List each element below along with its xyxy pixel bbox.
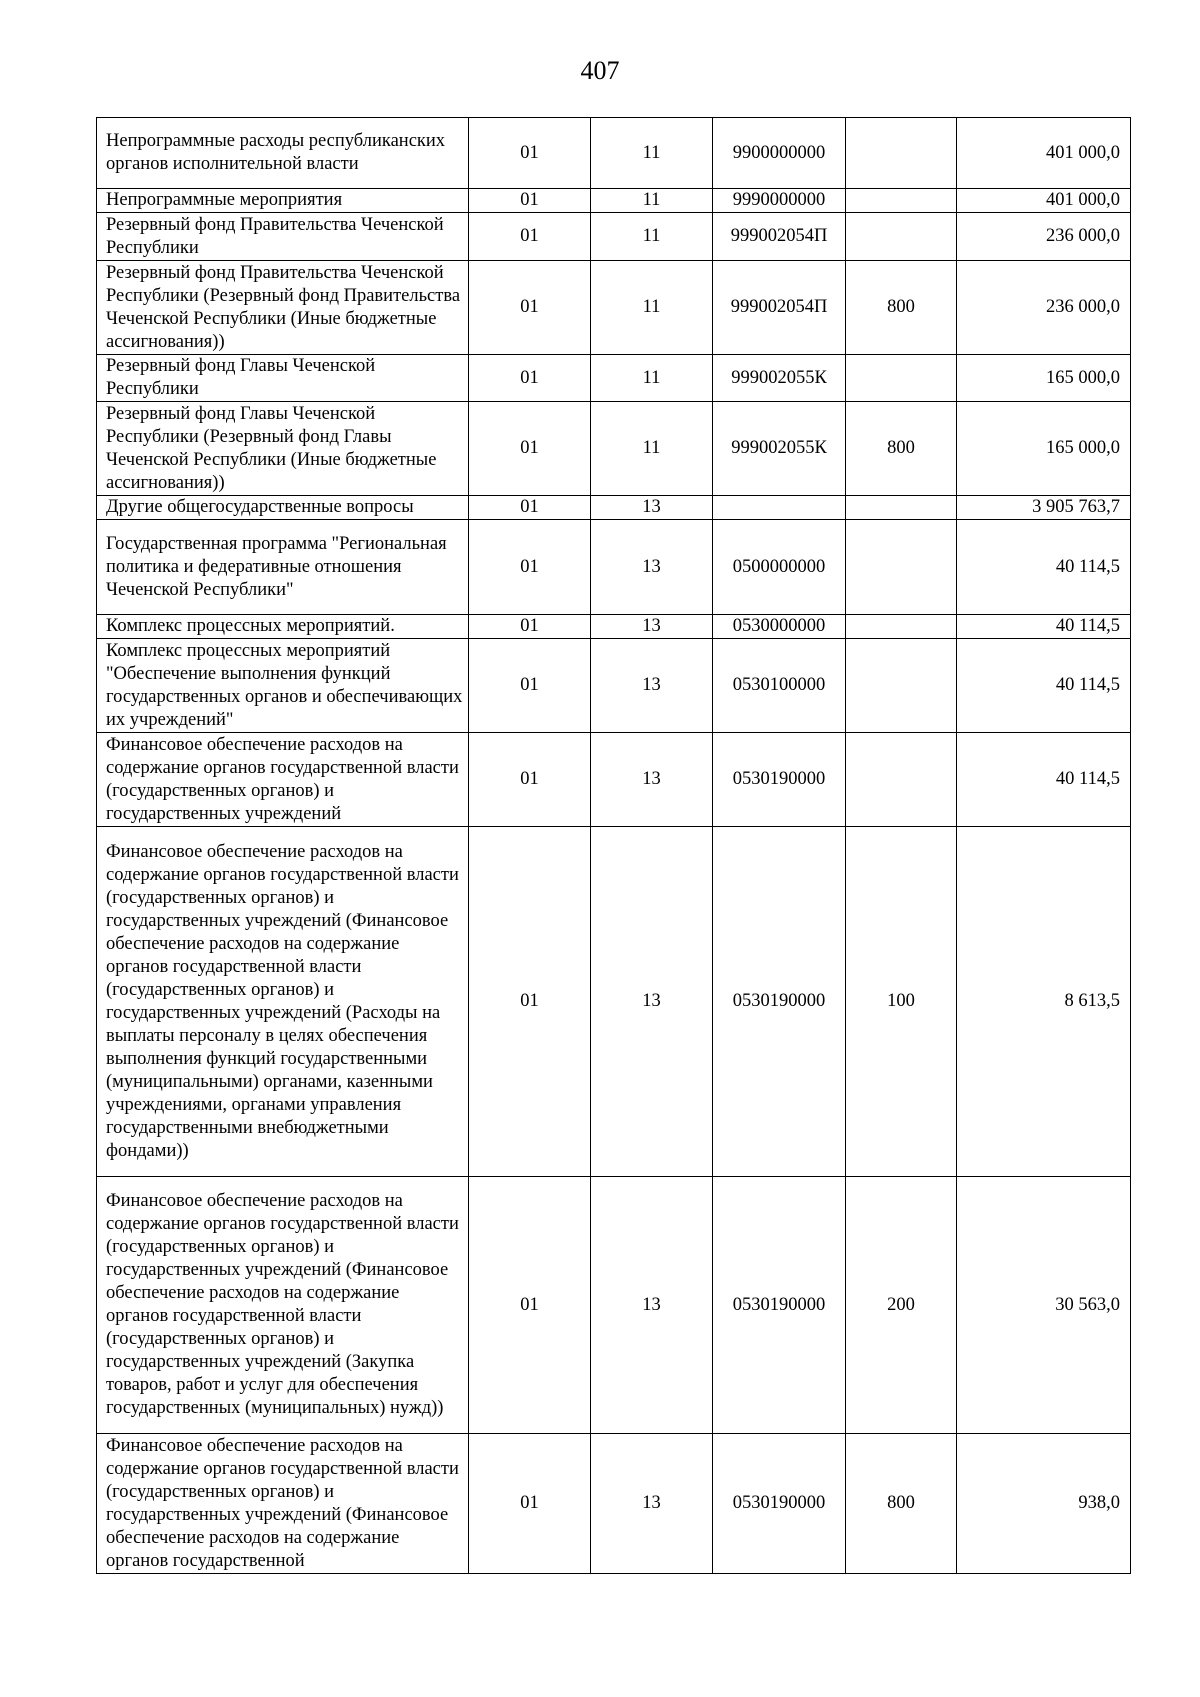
- row-target-article-code: [713, 496, 846, 520]
- row-subsection-code: 13: [591, 615, 713, 639]
- row-section-code: 01: [469, 615, 591, 639]
- row-target-article-code: 0530100000: [713, 639, 846, 733]
- row-name: Резервный фонд Правительства Чеченской Республики (Резервный фонд Правительства Чеченской Республики (Иные бюджетные ассигнования)): [97, 261, 469, 355]
- row-expense-type-code: 800: [846, 261, 957, 355]
- row-amount: 30 563,0: [957, 1177, 1131, 1434]
- row-name: Финансовое обеспечение расходов на содержание органов государственной власти (государственных органов) и государственных учреждений (Финансовое обеспечение расходов на содержание органов государственной власти (государственных органов) и государственных учреждений (Расходы на выплаты персоналу в целях обеспечения выполнения функций государственными (муниципальными) органами, казенными учреждениями, органами управления государственными внебюджетными фондами)): [97, 827, 469, 1177]
- row-name: Резервный фонд Главы Чеченской Республики (Резервный фонд Главы Чеченской Республики (Иные бюджетные ассигнования)): [97, 402, 469, 496]
- row-subsection-code: 11: [591, 261, 713, 355]
- row-amount: 236 000,0: [957, 261, 1131, 355]
- table-row: [97, 118, 1131, 189]
- row-target-article-code: 0530190000: [713, 733, 846, 827]
- row-target-article-code: 0530190000: [713, 827, 846, 1177]
- budget-table-body: [97, 118, 1131, 1574]
- row-section-code: 01: [469, 520, 591, 615]
- row-target-article-code: 9900000000: [713, 118, 846, 189]
- row-name: Резервный фонд Правительства Чеченской Республики: [97, 213, 469, 261]
- row-section-code: 01: [469, 402, 591, 496]
- row-subsection-code: 13: [591, 1434, 713, 1574]
- table-row: [97, 827, 1131, 1177]
- page-number: 407: [580, 56, 620, 85]
- table-row: [97, 1434, 1131, 1574]
- row-target-article-code: 0530000000: [713, 615, 846, 639]
- table-row: [97, 402, 1131, 496]
- row-target-article-code: 9990000000: [713, 189, 846, 213]
- row-amount: 165 000,0: [957, 402, 1131, 496]
- table-row: [97, 639, 1131, 733]
- row-section-code: 01: [469, 733, 591, 827]
- row-section-code: 01: [469, 827, 591, 1177]
- row-name: Финансовое обеспечение расходов на содержание органов государственной власти (государственных органов) и государственных учреждений (Финансовое обеспечение расходов на содержание органов государственной: [97, 1434, 469, 1574]
- row-section-code: 01: [469, 118, 591, 189]
- row-amount: 401 000,0: [957, 118, 1131, 189]
- row-name: Другие общегосударственные вопросы: [97, 496, 469, 520]
- row-name: Комплекс процессных мероприятий "Обеспечение выполнения функций государственных органов и обеспечивающих их учреждений": [97, 639, 469, 733]
- row-amount: 40 114,5: [957, 733, 1131, 827]
- row-expense-type-code: [846, 189, 957, 213]
- row-subsection-code: 13: [591, 639, 713, 733]
- row-expense-type-code: [846, 615, 957, 639]
- row-amount: 165 000,0: [957, 355, 1131, 402]
- row-section-code: 01: [469, 639, 591, 733]
- row-amount: 3 905 763,7: [957, 496, 1131, 520]
- row-target-article-code: 999002054П: [713, 213, 846, 261]
- row-section-code: 01: [469, 213, 591, 261]
- table-row: [97, 1177, 1131, 1434]
- row-subsection-code: 13: [591, 520, 713, 615]
- row-name: Финансовое обеспечение расходов на содержание органов государственной власти (государственных органов) и государственных учреждений: [97, 733, 469, 827]
- row-expense-type-code: 800: [846, 402, 957, 496]
- row-name: Государственная программа "Региональная политика и федеративные отношения Чеченской Республики": [97, 520, 469, 615]
- row-subsection-code: 11: [591, 118, 713, 189]
- row-section-code: 01: [469, 261, 591, 355]
- row-expense-type-code: 100: [846, 827, 957, 1177]
- row-amount: 938,0: [957, 1434, 1131, 1574]
- row-subsection-code: 13: [591, 827, 713, 1177]
- row-section-code: 01: [469, 496, 591, 520]
- row-subsection-code: 13: [591, 1177, 713, 1434]
- row-section-code: 01: [469, 355, 591, 402]
- table-row: [97, 496, 1131, 520]
- row-section-code: 01: [469, 189, 591, 213]
- table-row: [97, 355, 1131, 402]
- row-subsection-code: 11: [591, 355, 713, 402]
- row-expense-type-code: [846, 733, 957, 827]
- row-section-code: 01: [469, 1434, 591, 1574]
- row-expense-type-code: 800: [846, 1434, 957, 1574]
- table-row: [97, 213, 1131, 261]
- table-row: [97, 261, 1131, 355]
- row-amount: 401 000,0: [957, 189, 1131, 213]
- table-row: [97, 189, 1131, 213]
- row-expense-type-code: [846, 520, 957, 615]
- row-name: Резервный фонд Главы Чеченской Республики: [97, 355, 469, 402]
- row-subsection-code: 13: [591, 733, 713, 827]
- row-amount: 236 000,0: [957, 213, 1131, 261]
- row-amount: 40 114,5: [957, 615, 1131, 639]
- row-section-code: 01: [469, 1177, 591, 1434]
- row-expense-type-code: [846, 118, 957, 189]
- table-row: [97, 520, 1131, 615]
- row-target-article-code: 999002055К: [713, 355, 846, 402]
- row-expense-type-code: [846, 639, 957, 733]
- table-row: [97, 615, 1131, 639]
- row-subsection-code: 13: [591, 496, 713, 520]
- budget-table: [96, 117, 1131, 1574]
- row-name: Непрограммные расходы республиканских органов исполнительной власти: [97, 118, 469, 189]
- row-expense-type-code: [846, 496, 957, 520]
- row-target-article-code: 999002054П: [713, 261, 846, 355]
- row-subsection-code: 11: [591, 189, 713, 213]
- row-target-article-code: 0500000000: [713, 520, 846, 615]
- row-target-article-code: 0530190000: [713, 1177, 846, 1434]
- row-expense-type-code: [846, 355, 957, 402]
- row-expense-type-code: 200: [846, 1177, 957, 1434]
- row-amount: 8 613,5: [957, 827, 1131, 1177]
- row-name: Комплекс процессных мероприятий.: [97, 615, 469, 639]
- row-target-article-code: 0530190000: [713, 1434, 846, 1574]
- row-amount: 40 114,5: [957, 639, 1131, 733]
- row-name: Непрограммные мероприятия: [97, 189, 469, 213]
- row-amount: 40 114,5: [957, 520, 1131, 615]
- row-target-article-code: 999002055К: [713, 402, 846, 496]
- row-name: Финансовое обеспечение расходов на содержание органов государственной власти (государственных органов) и государственных учреждений (Финансовое обеспечение расходов на содержание органов государственной власти (государственных органов) и государственных учреждений (Закупка товаров, работ и услуг для обеспечения государственных (муниципальных) нужд)): [97, 1177, 469, 1434]
- row-expense-type-code: [846, 213, 957, 261]
- table-row: [97, 733, 1131, 827]
- row-subsection-code: 11: [591, 213, 713, 261]
- row-subsection-code: 11: [591, 402, 713, 496]
